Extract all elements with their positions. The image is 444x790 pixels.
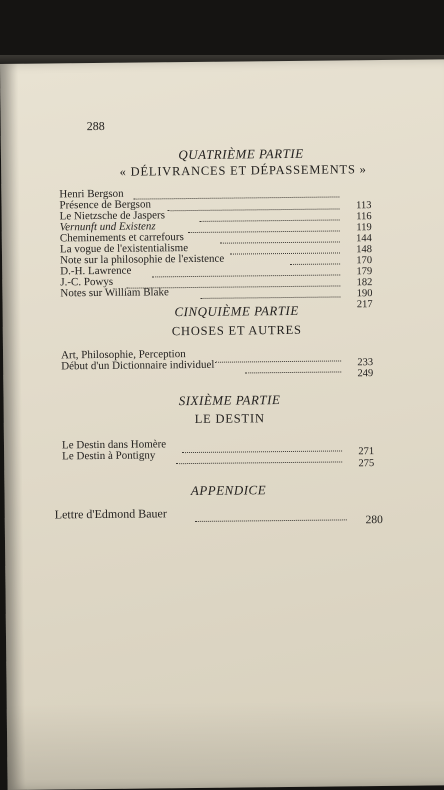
toc-entry-label: La vogue de l'existentialisme	[59, 242, 189, 256]
toc-entry-label: Vernunft und Existenz	[59, 220, 156, 234]
toc-entry-page: 217	[356, 299, 373, 311]
toc-entry-label: Note sur la philosophie de l'existence	[59, 252, 225, 267]
toc-entry-label: Début d'un Dictionnaire individuel	[61, 358, 215, 373]
toc-entry-label: Le Destin dans Homère	[61, 438, 167, 452]
toc-entry-page: 275	[358, 458, 375, 470]
section-part-heading: APPENDICE	[190, 482, 267, 499]
toc-entry-page: 119	[356, 222, 372, 234]
toc-entry-page: 190	[356, 288, 373, 300]
leader-dots	[230, 244, 340, 254]
toc-entry-page: 280	[365, 514, 383, 527]
leader-dots	[167, 200, 339, 211]
leader-dots	[245, 363, 341, 373]
toc-entry-page: 249	[357, 368, 374, 380]
toc-entry-label: D.-H. Lawrence	[60, 264, 132, 278]
page-bottom-shadow	[7, 699, 444, 790]
leader-dots	[290, 255, 340, 265]
toc-entry-page: 116	[356, 211, 372, 223]
book-page	[0, 59, 444, 790]
toc-entry-page: 148	[356, 244, 373, 256]
toc-entry-page: 271	[358, 446, 375, 458]
leader-dots	[200, 288, 340, 298]
page-gutter-shadow	[0, 64, 26, 790]
leader-dots	[176, 453, 342, 464]
toc-entry-label: Art, Philosophie, Perception	[60, 348, 186, 362]
toc-entry-label: Cheminements et carrefours	[59, 231, 184, 245]
leader-dots	[200, 211, 340, 221]
toc-entry-page: 233	[357, 357, 374, 369]
toc-entry-page: 113	[356, 200, 372, 212]
toc-entry-page: 170	[356, 255, 373, 267]
section-title: LE DESTIN	[194, 411, 265, 426]
section-part-heading: CINQUIÈME PARTIE	[174, 302, 299, 320]
section-title: « DÉLIVRANCES ET DÉPASSEMENTS »	[119, 162, 367, 179]
section-part-heading: QUATRIÈME PARTIE	[178, 145, 304, 163]
leader-dots	[133, 188, 339, 199]
leader-dots	[152, 266, 340, 277]
section-part-heading: SIXIÈME PARTIE	[178, 392, 281, 409]
page-number: 288	[86, 118, 105, 134]
leader-dots	[195, 511, 347, 522]
leader-dots	[215, 352, 341, 362]
leader-dots	[182, 442, 342, 453]
toc-entry-label: J.-C. Powys	[60, 275, 114, 289]
toc-entry-label: Le Nietzsche de Jaspers	[59, 209, 166, 223]
toc-entry-page: 144	[356, 233, 372, 245]
toc-entry-label: Henri Bergson	[59, 187, 124, 201]
toc-entry-label: Notes sur William Blake	[60, 286, 169, 300]
toc-entry-label: Présence de Bergson	[59, 198, 151, 212]
toc-entry-label: Le Destin à Pontigny	[62, 449, 156, 463]
toc-entry-label: Lettre d'Edmond Bauer	[54, 506, 167, 522]
leader-dots	[188, 222, 340, 233]
section-title: CHOSES ET AUTRES	[171, 322, 302, 339]
leader-dots	[220, 233, 340, 243]
toc-entry-page: 179	[356, 266, 373, 278]
toc-entry-page: 182	[356, 277, 373, 289]
